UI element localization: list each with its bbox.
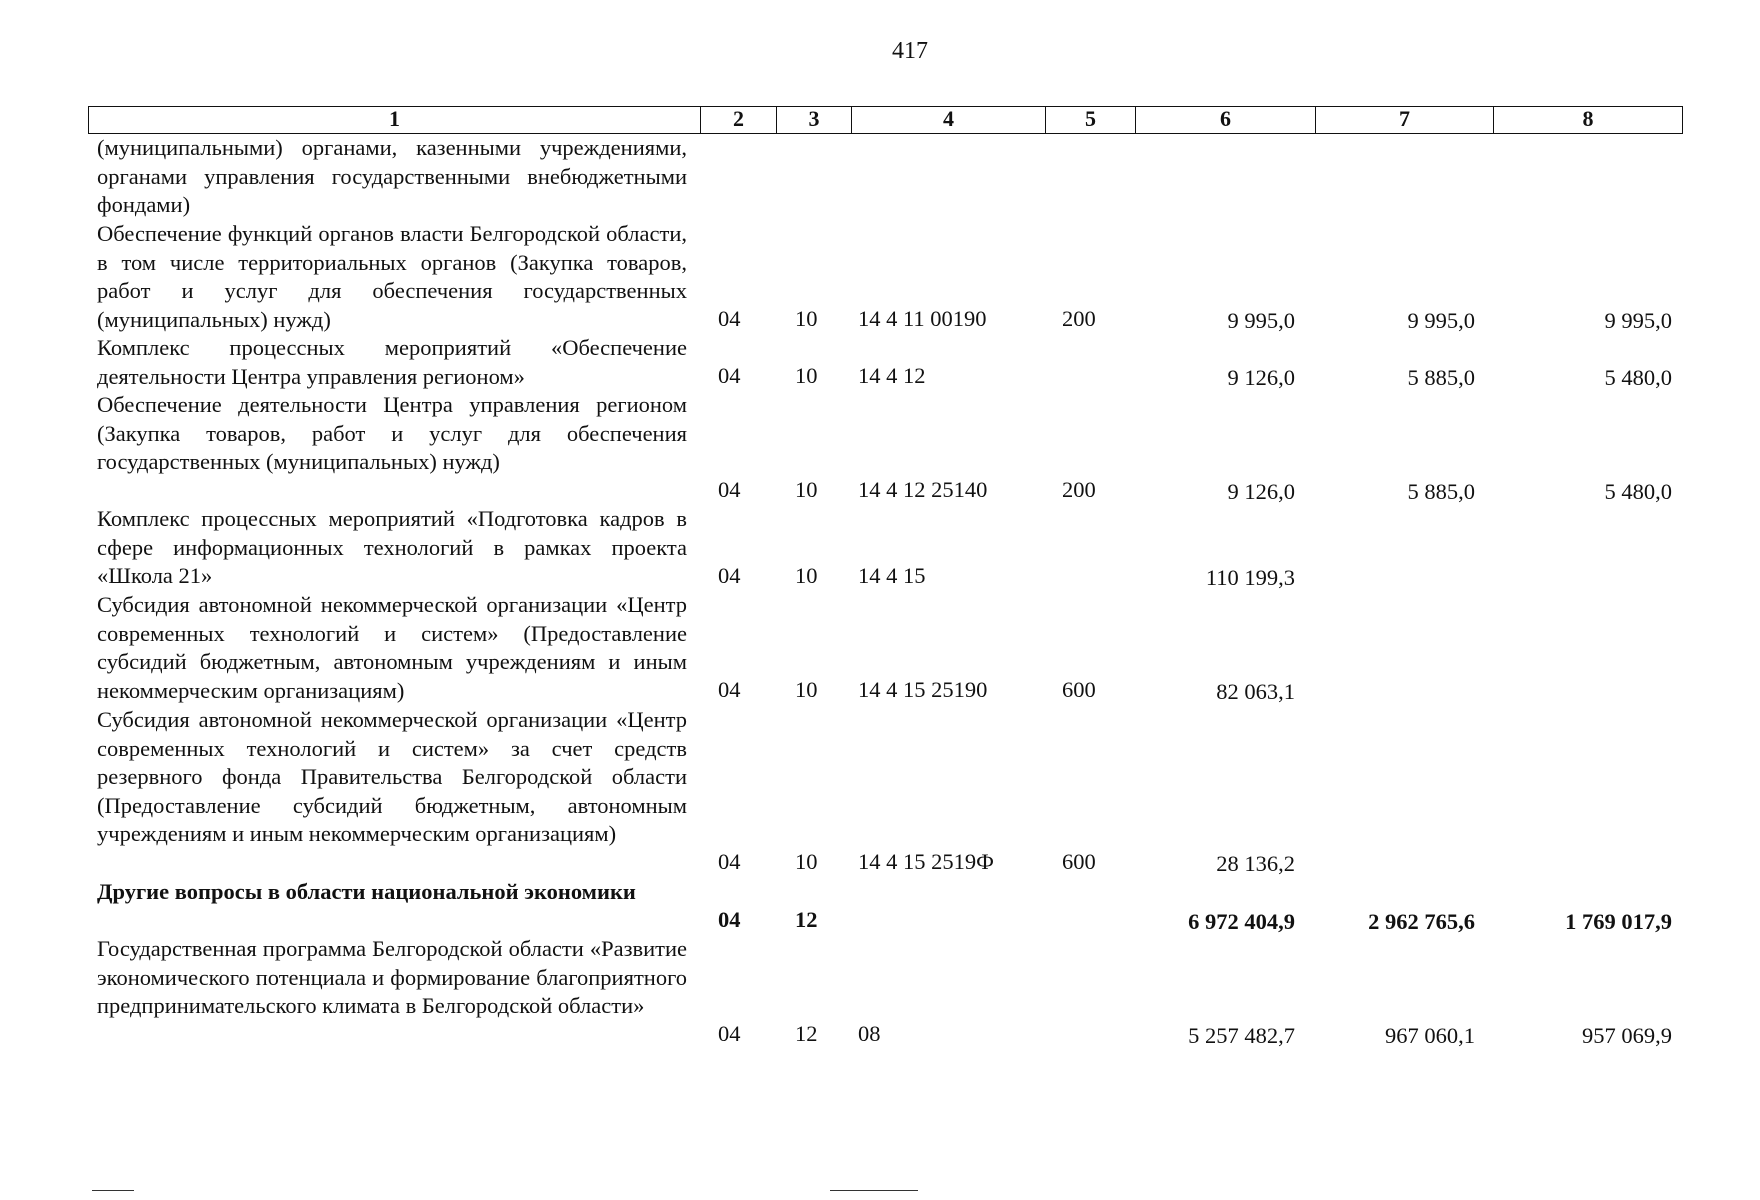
cell-section: 04 (718, 849, 741, 874)
cell-amount-col6: 28 136,2 (1216, 851, 1295, 876)
cell-target-article: 14 4 11 00190 (858, 306, 987, 331)
cell-amount-col7: 967 060,1 (1385, 1023, 1475, 1048)
cell-amount-col8: 9 995,0 (1604, 308, 1672, 333)
cell-expense-type: 600 (1062, 677, 1096, 702)
cell-subsection: 10 (795, 363, 818, 388)
cell-section: 04 (718, 363, 741, 388)
header-col-1: 1 (89, 107, 701, 133)
cell-subsection: 10 (795, 477, 818, 502)
header-col-3: 3 (777, 107, 852, 133)
cell-amount-col7: 2 962 765,6 (1368, 909, 1475, 934)
cell-amount-col8: 957 069,9 (1582, 1023, 1672, 1048)
cell-section: 04 (718, 477, 741, 502)
table-header (88, 106, 1683, 134)
cell-amount-col8: 5 480,0 (1604, 365, 1672, 390)
cell-amount-col6: 5 257 482,7 (1188, 1023, 1295, 1048)
cell-amount-col6: 110 199,3 (1205, 565, 1295, 590)
cell-target-article: 14 4 15 25190 (858, 677, 988, 702)
cell-amount-col7: 5 885,0 (1407, 365, 1475, 390)
row-description: Обеспечение функций органов власти Белгородской области, в том числе территориальных органов (Закупка товаров, работ и услуг для обеспечения государственных (муниципальных) нужд) (97, 221, 687, 332)
cell-target-article: 08 (858, 1021, 881, 1046)
cell-subsection: 12 (795, 907, 818, 932)
cell-expense-type: 600 (1062, 849, 1096, 874)
cell-amount-col7: 9 995,0 (1407, 308, 1475, 333)
cell-expense-type: 200 (1062, 306, 1096, 331)
cell-amount-col6: 82 063,1 (1216, 679, 1295, 704)
page-number: 417 (892, 38, 928, 64)
row-description: Государственная программа Белгородской области «Развитие экономического потенциала и формирование благоприятного предпринимательского климата в Белгородской области» (97, 936, 687, 1018)
cell-target-article: 14 4 12 (858, 363, 926, 388)
cell-target-article: 14 4 15 (858, 563, 926, 588)
footer-rule-center (830, 1190, 918, 1191)
cell-amount-col6: 6 972 404,9 (1188, 909, 1295, 934)
cell-target-article: 14 4 12 25140 (858, 477, 988, 502)
cell-amount-col8: 1 769 017,9 (1565, 909, 1672, 934)
row-description: Комплекс процессных мероприятий «Подготовка кадров в сфере информационных технологий в рамках проекта «Школа 21» (97, 506, 687, 588)
header-col-4: 4 (852, 107, 1046, 133)
cell-subsection: 10 (795, 306, 818, 331)
row-description: Обеспечение деятельности Центра управления регионом (Закупка товаров, работ и услуг для обеспечения государственных (муниципальных) нужд) (97, 392, 687, 474)
cell-amount-col6: 9 126,0 (1227, 479, 1295, 504)
cell-section: 04 (718, 907, 741, 932)
header-col-8: 8 (1582, 106, 1594, 131)
cell-amount-col6: 9 126,0 (1227, 365, 1295, 390)
cell-subsection: 10 (795, 849, 818, 874)
row-description: Комплекс процессных мероприятий «Обеспечение деятельности Центра управления регионом» (97, 335, 687, 389)
cell-amount-col7: 5 885,0 (1407, 479, 1475, 504)
footer-rule-left (92, 1190, 134, 1191)
row-description: Субсидия автономной некоммерческой организации «Центр современных технологий и систем» за счет средств резервного фонда Правительства Белгородской области (Предоставление субсидий бюджетным, автономным учреждениям и иным некоммерческим организациям) (97, 707, 687, 846)
row-description: (муниципальными) органами, казенными учреждениями, органами управления государственными внебюджетными фондами) (97, 135, 687, 217)
cell-section: 04 (718, 677, 741, 702)
cell-target-article: 14 4 15 2519Ф (858, 849, 994, 874)
cell-section: 04 (718, 1021, 741, 1046)
header-col-5: 5 (1046, 107, 1136, 133)
row-description: Субсидия автономной некоммерческой организации «Центр современных технологий и систем» (Предоставление субсидий бюджетным, автономным учреждениям и иным некоммерческим организациям) (97, 592, 687, 703)
cell-amount-col6: 9 995,0 (1227, 308, 1295, 333)
cell-section: 04 (718, 306, 741, 331)
cell-subsection: 10 (795, 563, 818, 588)
cell-subsection: 12 (795, 1021, 818, 1046)
cell-subsection: 10 (795, 677, 818, 702)
header-col-7: 7 (1316, 107, 1494, 133)
cell-section: 04 (718, 563, 741, 588)
cell-amount-col8: 5 480,0 (1604, 479, 1672, 504)
row-description: Другие вопросы в области национальной экономики (97, 879, 636, 904)
header-col-6: 6 (1136, 107, 1316, 133)
cell-expense-type: 200 (1062, 477, 1096, 502)
header-col-2: 2 (701, 107, 777, 133)
